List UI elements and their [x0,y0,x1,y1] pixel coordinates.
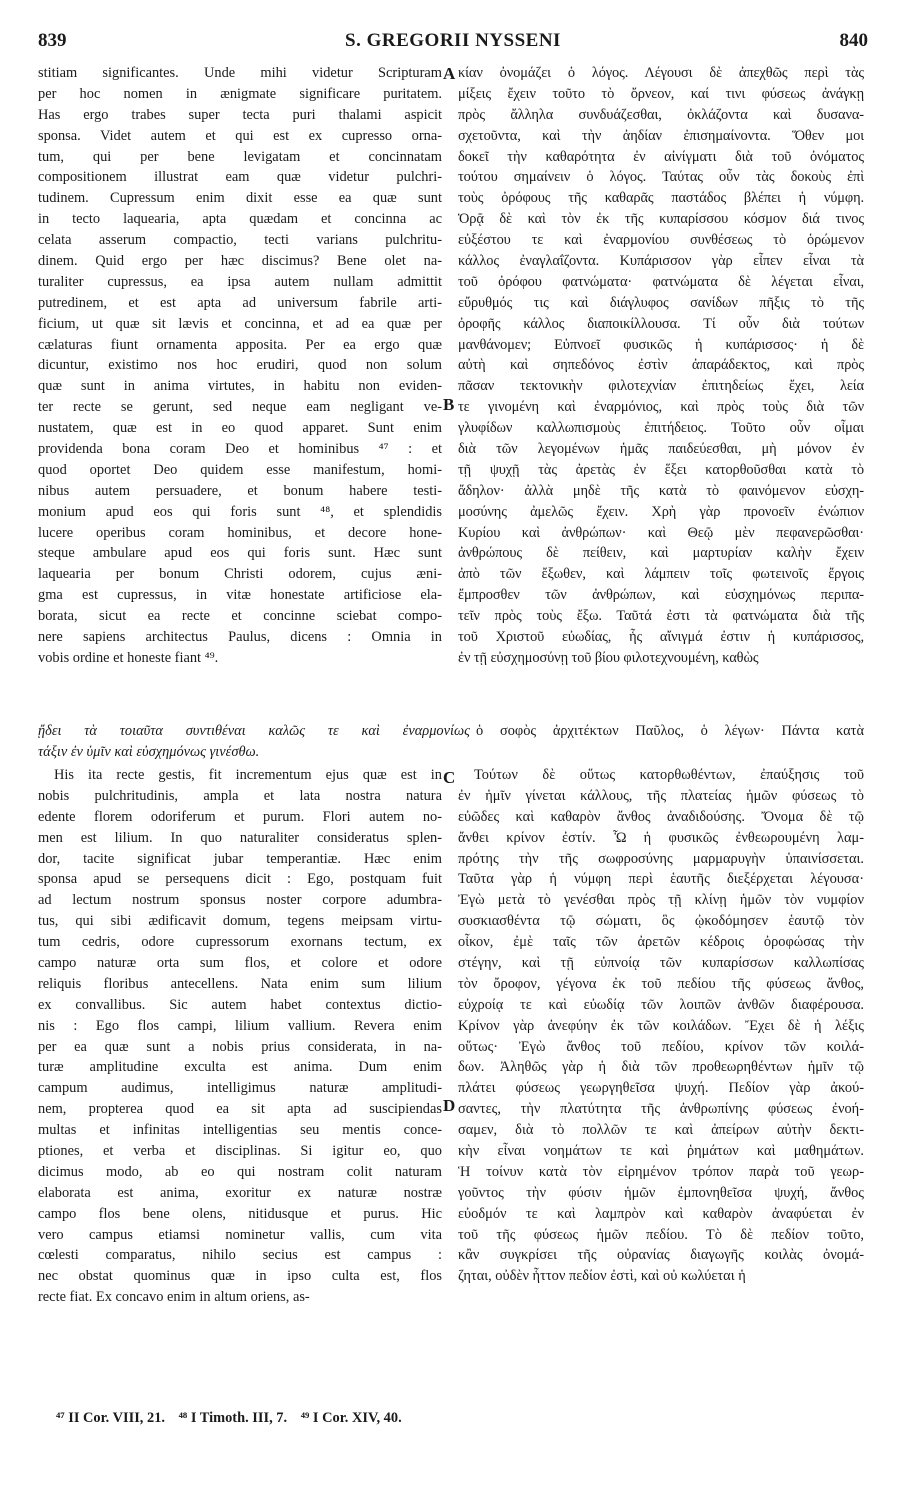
text-line: ἀπὸ τῶν ἔξωθεν, καὶ λάμπειν τοῖς φωτεινοῖς ἔργοις [458,566,864,583]
text-line: dicimus modo, ab eo qui nostram colit naturam [38,1163,442,1180]
text-line: nem, propterea quod ea sit apta ad suscipiendas [38,1101,442,1118]
text-line: Κυρίου καὶ ἀνθρώπων· καὶ Θεῷ μὲν πεφανερῶσθαι· [458,524,864,541]
text-line: Ἡ τοίνυν κατὰ τὸν εἰρημένον τρόπον παρὰ τοῦ γεωρ- [458,1163,864,1180]
text-line: quod oportet Deo quidem esse manifestum, homi- [38,461,442,478]
text-line: cælaturas fiunt ornamenta apposita. Per ea ergo quæ [38,336,442,353]
text-line: ficium, ut quæ sit lævis et concinna, et ad ea quæ per [38,315,442,332]
text-line: οἶκον, ἐμὲ ταῖς τῶν ἀρετῶν κέδροις ὀροφώσας τὴν [458,934,864,951]
text-line: αὐτὴ καὶ σηπεδόνος ἐστὶν ἀπαράδεκτος, καὶ πρὸς [458,357,864,374]
greek-column-top-end [476,721,864,742]
section-marker-d: D [443,1096,456,1115]
page-number-right: 840 [839,30,868,51]
text-line: per hoc nomen in ænigmate significare puritatem. [38,85,442,102]
text-line: tus, qui sibi ædificavit domum, tegens meipsam virtu- [38,913,442,930]
text-line: sponsa apud se persequens dicit : Ego, postquam fuit [38,871,442,888]
text-line: multas et infinitas intelligentias seu mentis conce- [38,1122,442,1139]
text-line: laquearia per bonum Christi odorem, cujus æni- [38,566,442,583]
text-line: ex convallibus. Sic autem habet contextus dictio- [38,996,442,1013]
text-line: men est lilium. In quo naturaliter consideratus splen- [38,829,442,846]
text-line: γοῦντος τὴν φύσιν ἡμῶν ἐμπονηθεῖσα ψυχή, ἄνθος [458,1184,864,1201]
text-line: dor, tacite significat jubar temperantiæ. Hæc enim [38,850,442,867]
text-line: compositionem illustrat eam quæ videtur pulchri- [38,169,442,186]
text-line: οὕτως· Ἐγὼ ἄνθος τοῦ πεδίου, κρίνον τῶν κοιλά- [458,1038,864,1055]
text-line: His ita recte gestis, fit incrementum ejus quæ est in [54,767,442,783]
text-line: διὰ τῶν λεγομένων ἡμᾶς παιδεύεσθαι, μὴ μόνον ἐν [458,441,864,458]
text-line: εὐοδμόν τε καὶ λαμπρὸν καὶ καθαρὸν ἀναφύεται ἐν [458,1205,864,1222]
text-line: ἐν ἡμῖν γίνεται κάλλους, τῆς πλατείας ἡμῶν φύσεως τὸ [458,787,864,804]
text-line: ptiones, et verba et disciplinas. Si igitur eo, quo [38,1143,442,1160]
section-marker-a: A [443,64,456,83]
text-line: campo flos bene olens, nitidusque et purus. Hic [38,1205,442,1222]
text-line: turæ amplitudine exculta est anima. Dum enim [38,1059,442,1076]
greek-span-line-2: τάξιν ἐν ὑμῖν καὶ εὐσχημόνως γινέσθω. [38,743,260,760]
text-line: reliquis floribus antecellens. Nata enim sum lilium [38,975,442,992]
section-marker-c: C [443,768,456,787]
footnote-47: ⁴⁷ II Cor. VIII, 21. [56,1410,165,1426]
text-line: monium apud eos qui foris sunt ⁴⁸, et splendidis [38,503,442,520]
text-line: tum cedris, odore cupressorum exornans tectum, ex [38,934,442,951]
text-line: Τούτων δὲ οὕτως κατορθωθέντων, ἐπαύξησις τοῦ [474,767,864,783]
text-line: Κρίνον γὰρ ἀνεφύην ἐκ τῶν κοιλάδων. Ἔχει δὲ ἡ λέξις [458,1017,864,1034]
text-line: δων. Ἀληθῶς γὰρ ἡ διὰ τῶν προθεωρηθέντων ἡμῖν τῷ [458,1059,864,1076]
text-line: κάλλος ἐναγλαΐζοντα. Κυπάρισσον γὰρ εἶπεν εἶναι τὰ [458,253,864,270]
text-line: γλυφίδων καλλωπισμοὺς ἐπιτήδειος. Τοῦτο οὖν οἶμαι [458,420,864,437]
text-line: ἐν τῇ εὐσχημοσύνῃ τοῦ βίου φιλοτεχνουμένη, καθὼς [458,649,759,666]
text-line: dinem. Quid ergo per hæc discimus? Bene olet na- [38,253,442,270]
text-line: στέγην, καὶ τῇ εὐπνοίᾳ τῶν κυπαρίσσων καλλωπίσας [458,955,864,972]
text-line: σχετοῦντα, καὶ τὴν ἀηδίαν ἐπισημαίνοντα. Ὅθεν μοι [458,127,864,144]
text-line: μανθάνομεν; Εὐπνοεῖ φυσικῶς ἡ κυπάρισσος· ἡ δὲ [458,336,864,353]
text-line: δοκεῖ τὴν καθαρότητα ἐν αἰνίγματι διὰ τοῦ ὀνόματος [458,148,864,165]
text-line: elaborata est anima, exoritur ex naturæ nostræ [38,1184,442,1201]
text-line: per ea quæ sunt a nobis prius considerata, in na- [38,1038,442,1055]
text-line: τεῖν πρὸς τοὺς ἔξω. Ταῦτά ἐστι τὰ φατνώματα διὰ τῆς [458,608,864,625]
text-line: vero campus etiamsi nominetur vallis, cum vita [38,1226,442,1243]
text-line: ἀνθρώπους δὲ πείθειν, καὶ μαρτυρίαν καλὴν ἔχειν [458,545,864,562]
running-title: S. GREGORII NYSSENI [345,30,561,51]
text-line: nere sapiens architectus Paulus, dicens : Omnia in [38,629,442,646]
text-line: cœlesti comparatus, nihilo secius est campus : [38,1247,442,1264]
text-line: κἂν συγκρίσει τῆς οὐρανίας διαγωγῆς κοιλὰς ὀνομά- [458,1247,864,1264]
text-line: borata, sicut ea recte et concinne sciebat compo- [38,608,442,625]
text-line: Has ergo trabes super tecta puri thalami aspicit [38,106,442,123]
footnote-49: ⁴⁹ I Cor. XIV, 40. [300,1410,402,1426]
text-line: nustatem, quæ est in eo quod apparet. Sunt enim [38,420,442,437]
latin-column-top [38,63,442,669]
text-line: τοῦ Χριστοῦ εὐωδίας, ἧς αἴνιγμά ἐστιν ἡ κυπάρισσος, [458,629,864,646]
section-marker-b: B [443,395,455,414]
text-line: τῇ ψυχῇ τὰς ἀρετὰς ἐν ἕξει κατορθοῦσθαι κατὰ τὸ [458,461,864,478]
text-line: nec obstat quominus quæ in ipso culta est, flos [38,1268,442,1285]
greek-span-right: ὁ σοφὸς ἀρχιτέκτων Παῦλος, ὁ λέγων· Πάντα κατὰ [476,723,864,739]
text-line: μίξεις ἔχειν τοῦτο τὸ ὄρνεον, καί τινι φύσεως ἀνάγκῃ [458,85,864,102]
text-line: providenda bona coram Deo et hominibus ⁴⁷ : et [38,441,442,458]
footnotes [56,1410,412,1427]
text-line: εὔρυθμός τις καὶ διάγλυφος σανίδων πῆξις τὸ τῆς [458,294,864,311]
text-line: ἄνθει κρίνον ἐστίν. Ὧ ἡ φυσικῶς ἐνθεωρουμένη λαμ- [458,829,864,846]
text-line: sponsa. Videt autem et qui est ex cupresso orna- [38,127,442,144]
text-line: Ταῦτα γὰρ ἡ νύμφη περὶ ἑαυτῆς διεξέρχεται λέγουσα· [458,871,864,888]
greek-span-line-1: ᾔδει τὰ τοιαῦτα συντιθέναι καλῶς τε καὶ ἐναρμονίως [38,723,470,739]
text-line: κὴν εἶναι νοημάτων τε καὶ ῥημάτων καὶ μαθημάτων. [458,1143,864,1160]
text-line: edente florem odoriferum et purum. Flori autem no- [38,808,442,825]
text-line: εὐῶδες καὶ καθαρὸν ἄνθος ἀναδιδούσης. Ὄνομα δὲ τῷ [458,808,864,825]
text-line: ad lectum nostrum sponsus noster corpore adumbra- [38,892,442,909]
text-line: in tecto laquearia, apta quædam et concinna ac [38,211,442,228]
text-line: stitiam significantes. Unde mihi videtur Scripturam [38,65,442,81]
footnote-48: ⁴⁸ I Timoth. III, 7. [178,1410,288,1426]
text-line: συσκιασθέντα τῷ σώματι, ὃς ᾠκοδόμησεν ἑαυτῷ τὸν [458,913,864,930]
text-line: nobis pulchritudinis, ampla et lata nostra natura [38,787,442,804]
text-line: quæ sunt in anima virtutes, in habitu non eviden- [38,378,442,395]
greek-spanning-lines [38,721,470,763]
text-line: Ἐγὼ μετὰ τὸ γενέσθαι πρὸς τῇ κλίνῃ ἡμῶν τὸν νυμφίον [458,892,864,909]
text-line: πᾶσαν τεκτονικὴν φιλοτεχνίαν ἐπιτηδείως ἔχει, λεία [458,378,864,395]
text-line: celata asserum compactio, tecti varians pulchritu- [38,232,442,249]
greek-column-top [458,63,864,669]
greek-column-bottom [458,765,864,1287]
text-line: putredinem, et est apta ad universum fabrile arti- [38,294,442,311]
text-line: campum audimus, intelligimus naturæ amplitudi- [38,1080,442,1097]
text-line: vobis ordine et honeste fiant ⁴⁹. [38,649,219,666]
text-line: Ὁρᾷ δὲ καὶ τὸν ἐκ τῆς κυπαρίσσου κόσμον διά τινος [458,211,864,228]
text-line: recte fiat. Ex concavo enim in altum oriens, as- [38,1289,310,1306]
text-line: εὐχροίᾳ τε καὶ εὐωδίᾳ τῶν λοιπῶν ἀνθῶν διαφέρουσα. [458,996,864,1013]
text-line: gma est cupressus, in vitæ honestate artificiose ela- [38,587,442,604]
text-line: κίαν ὀνομάζει ὁ λόγος. Λέγουσι δὲ ἀπεχθῶς περὶ τὰς [458,65,864,81]
text-line: εὐξέστου τε καὶ ἐναρμονίου συνθέσεως τὸ ὁρώμενον [458,232,864,249]
text-line: turaliter cupressus, ea ipsa autem nullam admittit [38,273,442,290]
text-line: ter recte se gerunt, sed neque eam negligant ve- [38,399,442,416]
text-line: σαντες, τὴν πλατύτητα τῆς ἀνθρωπίνης φύσεως ἐνοή- [458,1101,864,1118]
text-line: πλάτει φύσεως γεωργηθεῖσα ψυχή. Πεδίον γὰρ ἀκού- [458,1080,864,1097]
text-line: τοὺς ὀρόφους τῆς καθαρᾶς παστάδος βλέπει ἡ νύμφη. [458,190,864,207]
text-line: ἄδηλον· ἀλλὰ μηδὲ τῆς κατὰ τὸ φαινόμενον εὐσχη- [458,482,864,499]
text-line: τε γινομένη καὶ ἐναρμόνιος, καὶ πρὸς τοὺς διὰ τῶν [458,399,864,416]
text-line: ὀροφῆς κάλλος διαποικίλλουσα. Τί οὖν διὰ τούτων [458,315,864,332]
text-line: steque ambulare apud eos qui foris sunt. Hæc sunt [38,545,442,562]
text-line: μοσύνης ἀμελῶς ἔχειν. Χρὴ γὰρ προνοεῖν ἐνώπιον [458,503,864,520]
text-line: ἔμπροσθεν τῶν ἀνθρώπων, καὶ εὐσχημόνως περιπα- [458,587,864,604]
text-line: tudinem. Cupressum enim dixit esse ea quæ sunt [38,190,442,207]
text-line: campo naturæ orta sum flos, et colore et odore [38,955,442,972]
page-header [38,30,868,54]
text-line: dicuntur, existimo nos hoc erudiri, quod non solum [38,357,442,374]
text-line: lucere operibus coram hominibus, et decore hone- [38,524,442,541]
latin-column-bottom [38,765,442,1308]
text-line: tum, qui per bene levigatam et concinnatam [38,148,442,165]
text-line: τοῦ ὀρόφου φατνώματα· φατνώματα δὲ λέγεται εἶναι, [458,273,864,290]
text-line: τοῦ τῆς φύσεως ἡμῶν πεδίου. Τὸ δὲ πεδίον τοῦτο, [458,1226,864,1243]
text-line: ζηται, οὐδὲν ἧττον πεδίον ἐστὶ, καὶ οὐ κωλύεται ἡ [458,1268,746,1285]
text-line: πρότης τὴν τῆς σωφροσύνης μαρμαρυγὴν ὑπαινίσσεται. [458,850,864,867]
text-line: τούτου σημαίνειν ὁ λόγος. Ταύτας οὖν τὰς δοκοὺς ἐπὶ [458,169,864,186]
text-line: σαμεν, διὰ τὸ πολλῶν τε καὶ ἀπείρων αὐτὴν δεκτι- [458,1122,864,1139]
text-line: πρὸς ἄλληλα συνδυάζεσθαι, ὀκλάζοντα καὶ δυσανα- [458,106,864,123]
text-line: nis : Ego flos campi, lilium vallium. Revera enim [38,1017,442,1034]
text-line: τὸν ὄροφον, γέγονα ἐκ τοῦ πεδίου τῆς φύσεως ἄνθος, [458,975,864,992]
text-line: nibus autem persuadere, et bonum habere testi- [38,482,442,499]
page-number-left: 839 [38,30,67,51]
